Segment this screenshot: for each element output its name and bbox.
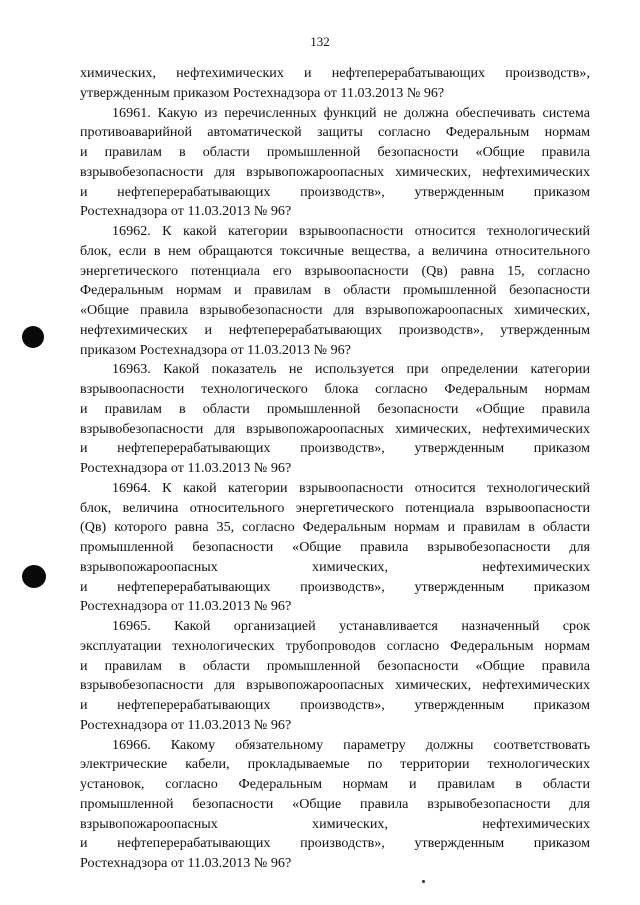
text-line: электрические кабели, прокладываемые по территории технологических xyxy=(80,756,590,773)
text-line: Ростехнадзора от 11.03.2013 № 96? xyxy=(80,855,292,871)
question-16964 xyxy=(80,479,590,617)
text-line: взрывопожароопасных химических, нефтехимических xyxy=(80,558,590,575)
text-line: взрывобезопасности для взрывопожароопасных химических, нефтехимических xyxy=(80,163,590,180)
question-16966 xyxy=(80,736,590,874)
text-line: и правилам в области промышленной безопасности «Общие правила xyxy=(80,400,590,417)
text-line: взрывобезопасности для взрывопожароопасных химических, нефтехимических xyxy=(80,420,590,437)
text-line: Ростехнадзора от 11.03.2013 № 96? xyxy=(80,460,292,476)
text-line: 16965. Какой организацией устанавливается назначенный срок xyxy=(112,618,590,634)
text-line: взрывобезопасности для взрывопожароопасных химических, нефтехимических xyxy=(80,677,590,694)
question-16962 xyxy=(80,222,590,360)
text-line: и правилам в области промышленной безопасности «Общие правила xyxy=(80,144,590,160)
text-line: взрывопожароопасных химических, нефтехимических xyxy=(80,815,590,832)
text-line: и нефтеперерабатывающих производств», утвержденным приказом xyxy=(80,183,590,200)
text-line: 16962. К какой категории взрывоопасности относится технологический xyxy=(112,223,590,239)
text-line: 16964. К какой категории взрывоопасности относится технологический xyxy=(112,479,590,496)
text-line: блок, если в нем обращаются токсичные вещества, а величина относительного xyxy=(80,242,590,259)
text-line: утвержденным приказом Ростехнадзора от 11.03.2013 № 96? xyxy=(80,84,445,101)
text-line: приказом Ростехнадзора от 11.03.2013 № 96? xyxy=(80,341,351,358)
text-line: и нефтеперерабатывающих производств», утвержденным приказом xyxy=(80,835,590,852)
scan-speck xyxy=(422,880,425,883)
question-16961 xyxy=(80,104,590,223)
text-line: нефтехимических и нефтеперерабатывающих производств», утвержденным xyxy=(80,321,590,338)
text-line: промышленной безопасности «Общие правила взрывобезопасности для xyxy=(80,795,590,812)
text-line: противоаварийной автоматической защиты согласно Федеральным нормам xyxy=(80,124,590,141)
paragraph-continuation xyxy=(80,64,590,104)
page-number: 132 xyxy=(310,34,330,49)
text-line: Ростехнадзора от 11.03.2013 № 96? xyxy=(80,203,292,220)
text-line: 16966. Какому обязательному параметру должны соответствовать xyxy=(112,736,590,753)
text-line: промышленной безопасности «Общие правила взрывобезопасности для xyxy=(80,539,590,555)
text-line: установок, согласно Федеральным нормам и правилам в области xyxy=(80,776,590,792)
text-line: эксплуатации технологических трубопроводов согласно Федеральным нормам xyxy=(80,637,590,654)
punch-hole xyxy=(22,326,44,348)
text-line: Федеральным нормам и правилам в области промышленной безопасности xyxy=(80,282,590,299)
text-line: химических, нефтехимических и нефтеперерабатывающих производств», xyxy=(80,65,590,81)
punch-hole xyxy=(22,565,46,588)
text-line: и нефтеперерабатывающих производств», утвержденным приказом xyxy=(80,440,590,457)
text-line: 16963. Какой показатель не используется при определении категории xyxy=(112,361,590,378)
text-line: энергетического потенциала его взрывоопасности (Qв) равна 15, согласно xyxy=(80,262,590,279)
text-line: взрывоопасности технологического блока согласно Федеральным нормам xyxy=(80,381,590,397)
text-line: Ростехнадзора от 11.03.2013 № 96? xyxy=(80,598,292,615)
text-line: «Общие правила взрывобезопасности для взрывопожароопасных химических, xyxy=(80,302,590,318)
document-body xyxy=(80,64,590,874)
text-line: (Qв) которого равна 35, согласно Федеральным нормам и правилам в области xyxy=(80,519,590,536)
question-16963 xyxy=(80,360,590,479)
question-16965 xyxy=(80,617,590,736)
text-line: и нефтеперерабатывающих производств», утвержденным приказом xyxy=(80,578,590,595)
text-line: Ростехнадзора от 11.03.2013 № 96? xyxy=(80,716,292,733)
text-line: 16961. Какую из перечисленных функций не должна обеспечивать система xyxy=(112,104,590,121)
text-line: блок, величина относительного энергетического потенциала взрывоопасности xyxy=(80,499,590,516)
text-line: и правилам в области промышленной безопасности «Общие правила xyxy=(80,657,590,674)
text-line: и нефтеперерабатывающих производств», утвержденным приказом xyxy=(80,697,590,713)
